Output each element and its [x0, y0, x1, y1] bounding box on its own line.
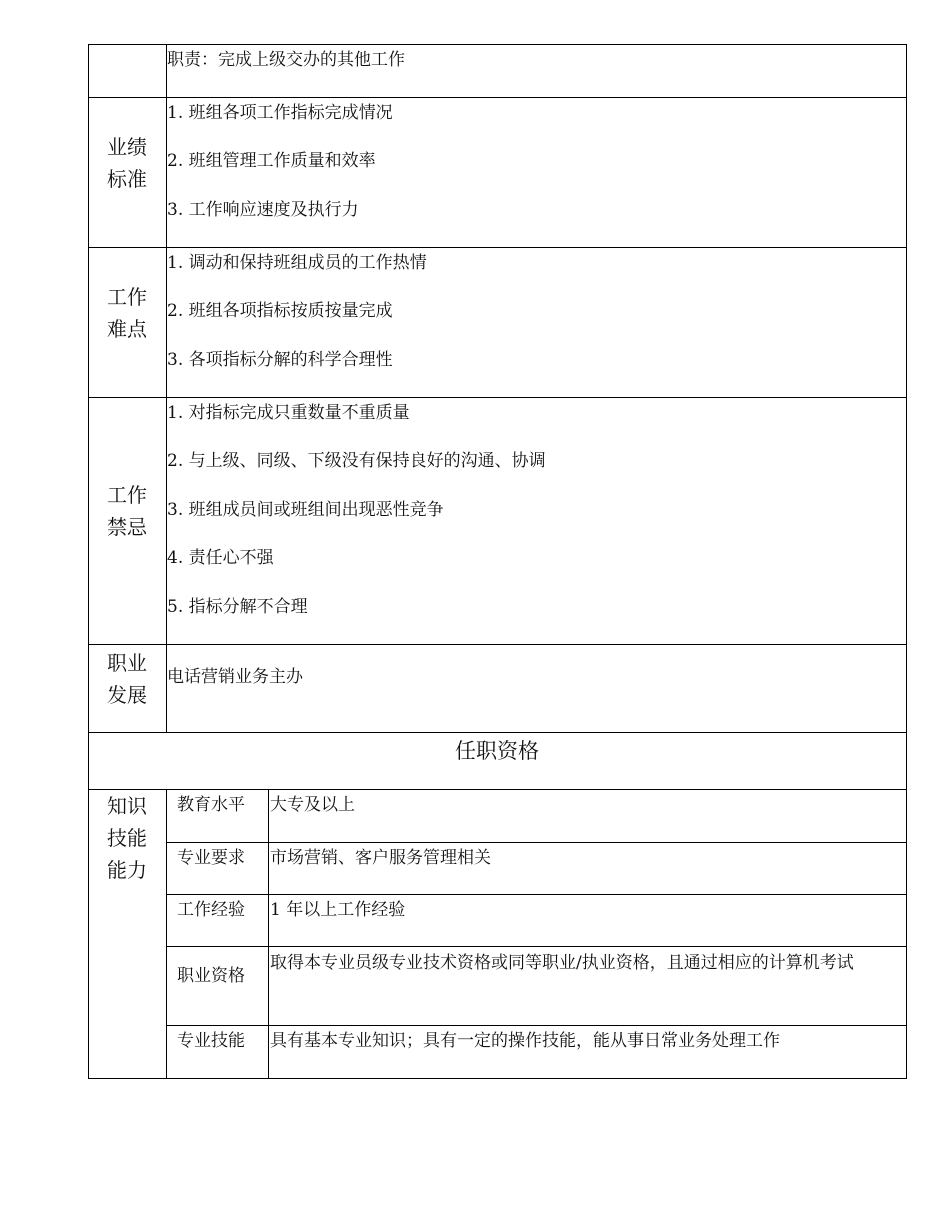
difficulties-header	[89, 281, 165, 345]
table-border-right	[906, 44, 907, 1079]
difficulty-item: 3. 各项指标分解的科学合理性	[167, 350, 393, 370]
performance-item: 3. 工作响应速度及执行力	[167, 200, 359, 220]
row-divider	[166, 1025, 907, 1026]
performance-header	[89, 131, 165, 195]
prohibition-item: 4. 责任心不强	[167, 548, 274, 568]
prohibition-item: 1. 对指标完成只重数量不重质量	[167, 403, 410, 423]
header-line: 业绩	[107, 135, 147, 159]
prohibition-item: 2. 与上级、同级、下级没有保持良好的沟通、协调	[167, 451, 546, 471]
header-line: 工作	[107, 285, 147, 309]
row-divider	[88, 789, 907, 790]
header-line: 知识	[107, 794, 147, 818]
difficulty-item: 1. 调动和保持班组成员的工作热情	[167, 253, 427, 273]
prohibitions-header	[89, 479, 165, 543]
duty-text: 职责：完成上级交办的其他工作	[167, 50, 405, 70]
qualification-label: 职业资格	[177, 966, 245, 986]
column-divider	[268, 789, 269, 1079]
career-text: 电话营销业务主办	[167, 667, 303, 687]
prohibition-item: 3. 班组成员间或班组间出现恶性竞争	[167, 500, 444, 520]
row-divider	[88, 397, 907, 398]
qualification-value: 大专及以上	[270, 795, 355, 815]
header-line: 能力	[107, 858, 147, 882]
header-line: 发展	[107, 683, 147, 707]
row-divider	[166, 894, 907, 895]
performance-item: 1. 班组各项工作指标完成情况	[167, 103, 393, 123]
row-divider	[166, 842, 907, 843]
qualification-label: 工作经验	[177, 900, 245, 920]
qualification-value: 1 年以上工作经验	[270, 900, 406, 920]
difficulty-item: 2. 班组各项指标按质按量完成	[167, 301, 393, 321]
header-line: 技能	[107, 826, 147, 850]
qualification-label: 教育水平	[177, 795, 245, 815]
table-border-bottom	[88, 1078, 907, 1079]
prohibition-item: 5. 指标分解不合理	[167, 597, 308, 617]
qualifications-header	[89, 790, 165, 886]
row-divider	[88, 97, 907, 98]
performance-item: 2. 班组管理工作质量和效率	[167, 151, 376, 171]
qualification-label: 专业要求	[177, 848, 245, 868]
row-divider	[88, 644, 907, 645]
career-header	[89, 647, 165, 711]
qualification-label: 专业技能	[177, 1031, 245, 1051]
header-line: 禁忌	[107, 515, 147, 539]
header-line: 标准	[107, 167, 147, 191]
header-line: 工作	[107, 483, 147, 507]
table-border-left	[88, 44, 89, 1079]
column-divider	[166, 789, 167, 1079]
row-divider	[166, 946, 907, 947]
table-border-top	[88, 44, 907, 45]
column-divider	[166, 44, 167, 733]
qualification-value: 具有基本专业知识；具有一定的操作技能，能从事日常业务处理工作	[270, 1031, 780, 1051]
row-divider	[88, 247, 907, 248]
qualification-value: 取得本专业员级专业技术资格或同等职业/执业资格，且通过相应的计算机考试	[270, 953, 854, 973]
header-line: 难点	[107, 317, 147, 341]
qualifications-title: 任职资格	[455, 739, 539, 763]
row-divider	[88, 732, 907, 733]
header-line: 职业	[107, 651, 147, 675]
qualification-value: 市场营销、客户服务管理相关	[270, 848, 491, 868]
